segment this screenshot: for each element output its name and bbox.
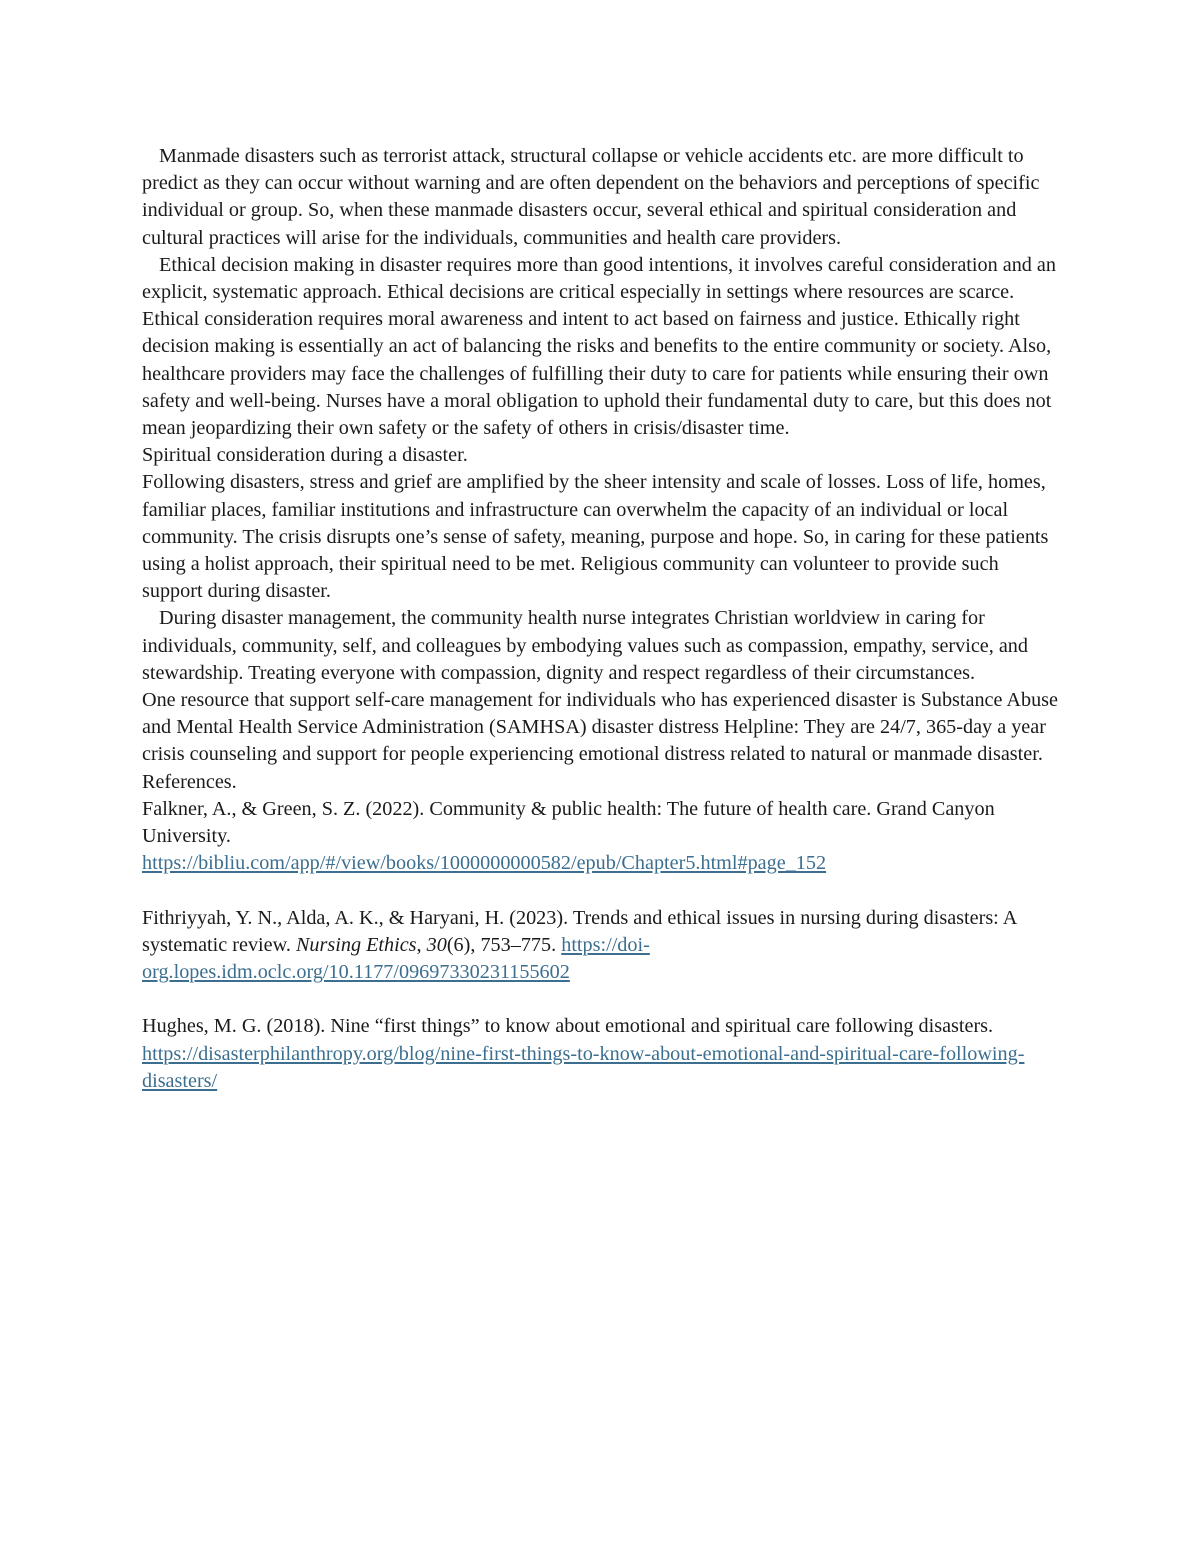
reference-spacer	[142, 877, 1060, 904]
paragraph-samhsa-resource: One resource that support self-care management for individuals who has experienced disaster is Substance Abuse and Mental Health Service Administration (SAMHSA) disaster distress Helpline: They are 24/7, 365-day a year crisis counseling and support for people experiencing emotional distress related to natural or manmade disaster.	[142, 689, 1058, 766]
reference-falkner-text: Falkner, A., & Green, S. Z. (2022). Community & public health: The future of health care. Grand Canyon University.	[142, 797, 995, 848]
paragraph-following-disasters: Following disasters, stress and grief are amplified by the sheer intensity and scale of losses. Loss of life, homes, familiar places, familiar institutions and infrastructure can overwhelm the capacity of an individual or local community. The crisis disrupts one’s sense of safety, meaning, purpose and hope. So, in caring for these patients using a holist approach, their spiritual need to be met. Religious community can volunteer to provide such support during disaster.	[142, 471, 1049, 603]
references-heading: References.	[142, 770, 237, 793]
reference-fithriyyah-sep: ,	[416, 933, 427, 956]
paragraph-christian-worldview: During disaster management, the community health nurse integrates Christian worldview in caring for individuals, community, self, and colleagues by embodying values such as compassion, empathy, service, and stewardship. Treating everyone with compassion, dignity and respect regardless of their circumstances.	[142, 607, 1028, 684]
reference-hughes-text: Hughes, M. G. (2018). Nine “first things” to know about emotional and spiritual care following disasters.	[142, 1015, 994, 1038]
reference-fithriyyah-journal: Nursing Ethics	[295, 933, 417, 956]
reference-hughes-link[interactable]: https://disasterphilanthropy.org/blog/nine-first-things-to-know-about-emotional-and-spiritual-care-following-disasters/	[142, 1042, 1025, 1092]
reference-spacer	[142, 986, 1060, 1013]
paragraph-ethical-decision-making: Ethical decision making in disaster requires more than good intentions, it involves careful consideration and an explicit, systematic approach. Ethical decisions are critical especially in settings where resources are scarce. Ethical consideration requires moral awareness and intent to act based on fairness and justice. Ethically right decision making is essentially an act of balancing the risks and benefits to the entire community or society. Also, healthcare providers may face the challenges of fulfilling their duty to care for patients while ensuring their own safety and well-being. Nurses have a moral obligation to uphold their fundamental duty to care, but this does not mean jeopardizing their own safety or the safety of others in crisis/disaster time.	[142, 253, 1056, 440]
reference-falkner-link[interactable]: https://bibliu.com/app/#/view/books/1000000000582/epub/Chapter5.html#page_152	[142, 852, 827, 875]
reference-hughes	[142, 1013, 1060, 1095]
paragraph-manmade-disasters: Manmade disasters such as terrorist attack, structural collapse or vehicle accidents etc. are more difficult to predict as they can occur without warning and are often dependent on the behaviors and perceptions of specific individual or group. So, when these manmade disasters occur, several ethical and spiritual consideration and cultural practices will arise for the individuals, communities and health care providers.	[142, 145, 1040, 249]
reference-fithriyyah	[142, 905, 1060, 987]
reference-fithriyyah-link[interactable]: https://doi-org.lopes.idm.oclc.org/10.1177/09697330231155602	[142, 933, 650, 984]
reference-fithriyyah-text: Fithriyyah, Y. N., Alda, A. K., & Haryani, H. (2023). Trends and ethical issues in nursing during disasters: A systematic review.	[142, 906, 1017, 956]
reference-fithriyyah-volume: 30	[426, 933, 447, 956]
paragraph-spiritual-heading: Spiritual consideration during a disaster.	[142, 444, 468, 467]
reference-falkner	[142, 796, 1060, 878]
document-page	[142, 143, 1060, 1095]
reference-fithriyyah-issue-pages: (6), 753–775.	[446, 933, 562, 956]
